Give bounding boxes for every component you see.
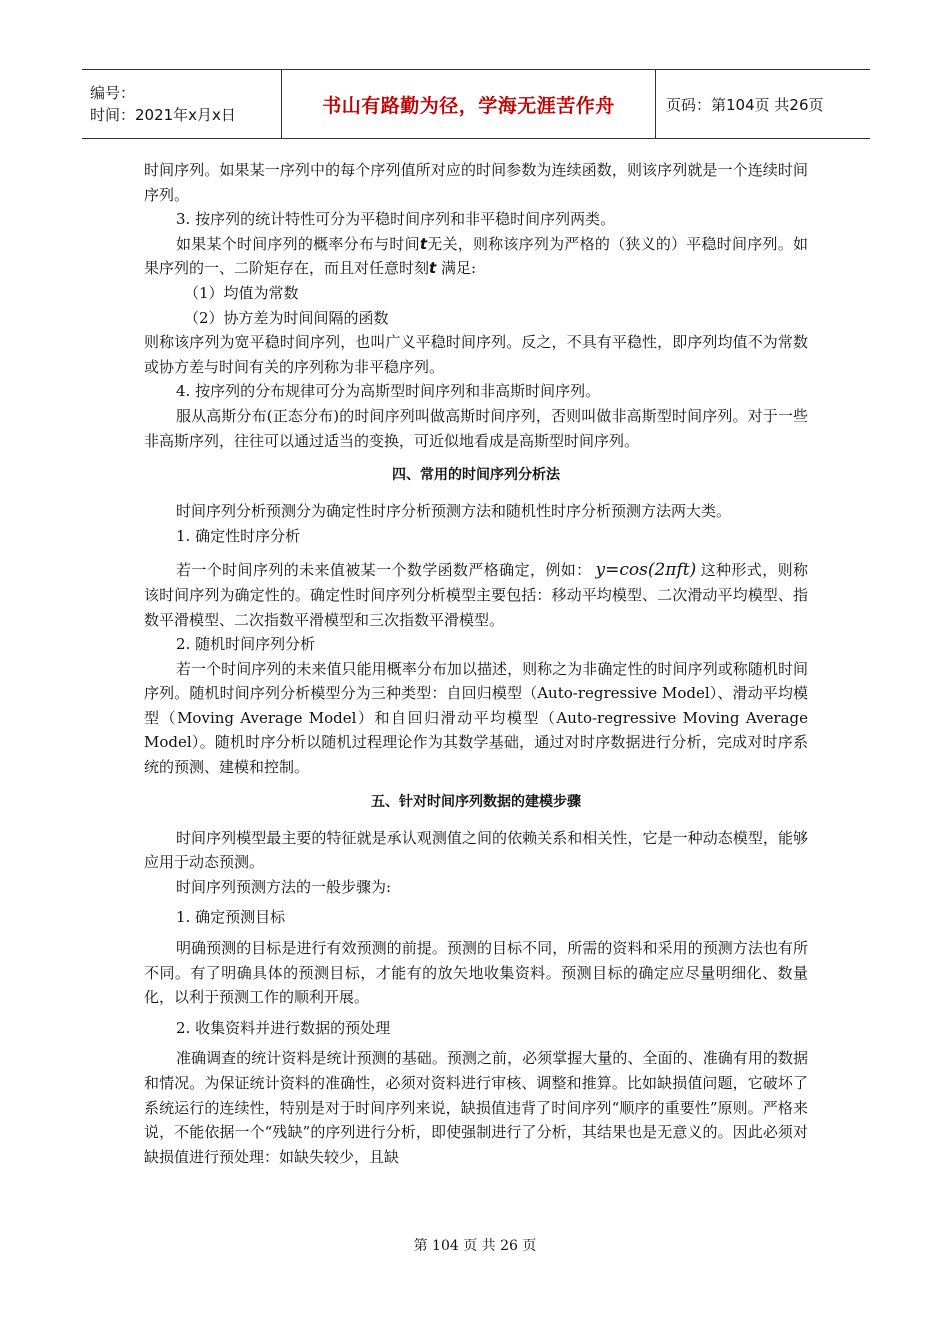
paragraph: 如果某个时间序列的概率分布与时间t无关，则称该序列为严格的（狭义的）平稳时间序列。如果序列的一、二阶矩存在，而且对任意时刻t 满足: <box>144 234 808 278</box>
list-item: （1）均值为常数 <box>184 283 299 302</box>
paragraph: 3. 按序列的统计特性可分为平稳时间序列和非平稳时间序列两类。 <box>176 210 616 229</box>
formula: y=cos(2πft) <box>595 560 697 581</box>
paragraph: 时间序列分析预测分为确定性时序分析预测方法和随机性时序分析预测方法两大类。 <box>176 502 732 521</box>
subheading: 2. 随机时间序列分析 <box>176 635 316 654</box>
section-heading: 五、针对时间序列数据的建模步骤 <box>371 793 581 810</box>
paragraph: 明确预测的目标是进行有效预测的前提。预测的目标不同，所需的资料和采用的预测方法也有所不同。有了明确具体的预测目标，才能有的放矢地收集资料。预测目标的确定应尽量明细化、数量化，以利于预测工作的顺利开展。 <box>144 939 808 1007</box>
time-label: 时间：2021年x月x日 <box>90 106 236 124</box>
code-label: 编号： <box>90 84 136 102</box>
paragraph: 时间序列预测方法的一般步骤为: <box>176 877 392 896</box>
math-variable: t <box>419 234 427 253</box>
paragraph: 准确调查的统计资料是统计预测的基础。预测之前，必须掌握大量的、全面的、准确有用的数据和情况。为保证统计资料的准确性，必须对资料进行审核、调整和推算。比如缺损值问题，它破坏了系统运行的连续性，特别是对于时间序列来说，缺损值违背了时间序列“顺序的重要性”原则。严格来说，不能依据一个“残缺”的序列进行分析，即使强制进行了分析，其结果也是无意义的。因此必须对缺损值进行预处理：如缺失较少，且缺 <box>144 1049 808 1166</box>
paragraph: 若一个时间序列的未来值只能用概率分布加以描述，则称之为非确定性的时间序列或称随机时间序列。随机时间序列分析模型分为三种类型：自回归模型（Auto-regressive Model）、滑动平均模型（Moving Average Model）和自回归滑动平均模型（Auto-regressive Moving Average Model）。随机时序分析以随机过程理论作为其数学基础，通过对时序数据进行分析，完成对时序系统的预测、建模和控制。 <box>144 659 808 777</box>
motto: 书山有路勤为径，学海无涯苦作舟 <box>322 94 615 117</box>
math-variable: t <box>429 259 437 278</box>
header-motto-cell <box>282 70 656 138</box>
page-header <box>82 69 870 139</box>
paragraph: 服从高斯分布(正态分布)的时间序列叫做高斯时间序列，否则叫做非高斯型时间序列。对于一些非高斯序列，往往可以通过适当的变换，可近似地看成是高斯型时间序列。 <box>144 406 808 450</box>
paragraph: 时间序列。如果某一序列中的每个序列值所对应的时间参数为连续函数，则该序列就是一个连续时间序列。 <box>144 161 808 204</box>
subheading: 1. 确定预测目标 <box>176 908 286 927</box>
paragraph: 则称该序列为宽平稳时间序列，也叫广义平稳时间序列。反之，不具有平稳性，即序列均值不为常数或协方差与时间有关的序列称为非平稳序列。 <box>144 333 808 376</box>
paragraph: 时间序列模型最主要的特征就是承认观测值之间的依赖关系和相关性，它是一种动态模型，能够应用于动态预测。 <box>144 828 808 872</box>
section-heading: 四、常用的时间序列分析法 <box>392 467 560 484</box>
header-meta <box>82 70 282 138</box>
subheading: 2. 收集资料并进行数据的预处理 <box>176 1018 391 1037</box>
document-body <box>144 158 808 1169</box>
list-item: （2）协方差为时间间隔的函数 <box>184 308 389 327</box>
page-footer: 第 104 页 共 26 页 <box>413 1238 537 1254</box>
paragraph: 若一个时间序列的未来值被某一个数学函数严格确定，例如： y=cos(2πft) 这种形式，则称该时间序列为确定性的。确定性时间序列分析模型主要包括：移动平均模型、二次滑动平均模型、指数平滑模型、二次指数平滑模型和三次指数平滑模型。 <box>144 560 808 629</box>
page-info: 页码：第104页 共26页 <box>666 95 824 114</box>
subheading: 1. 确定性时序分析 <box>176 526 301 545</box>
paragraph: 4. 按序列的分布规律可分为高斯型时间序列和非高斯时间序列。 <box>176 382 601 401</box>
